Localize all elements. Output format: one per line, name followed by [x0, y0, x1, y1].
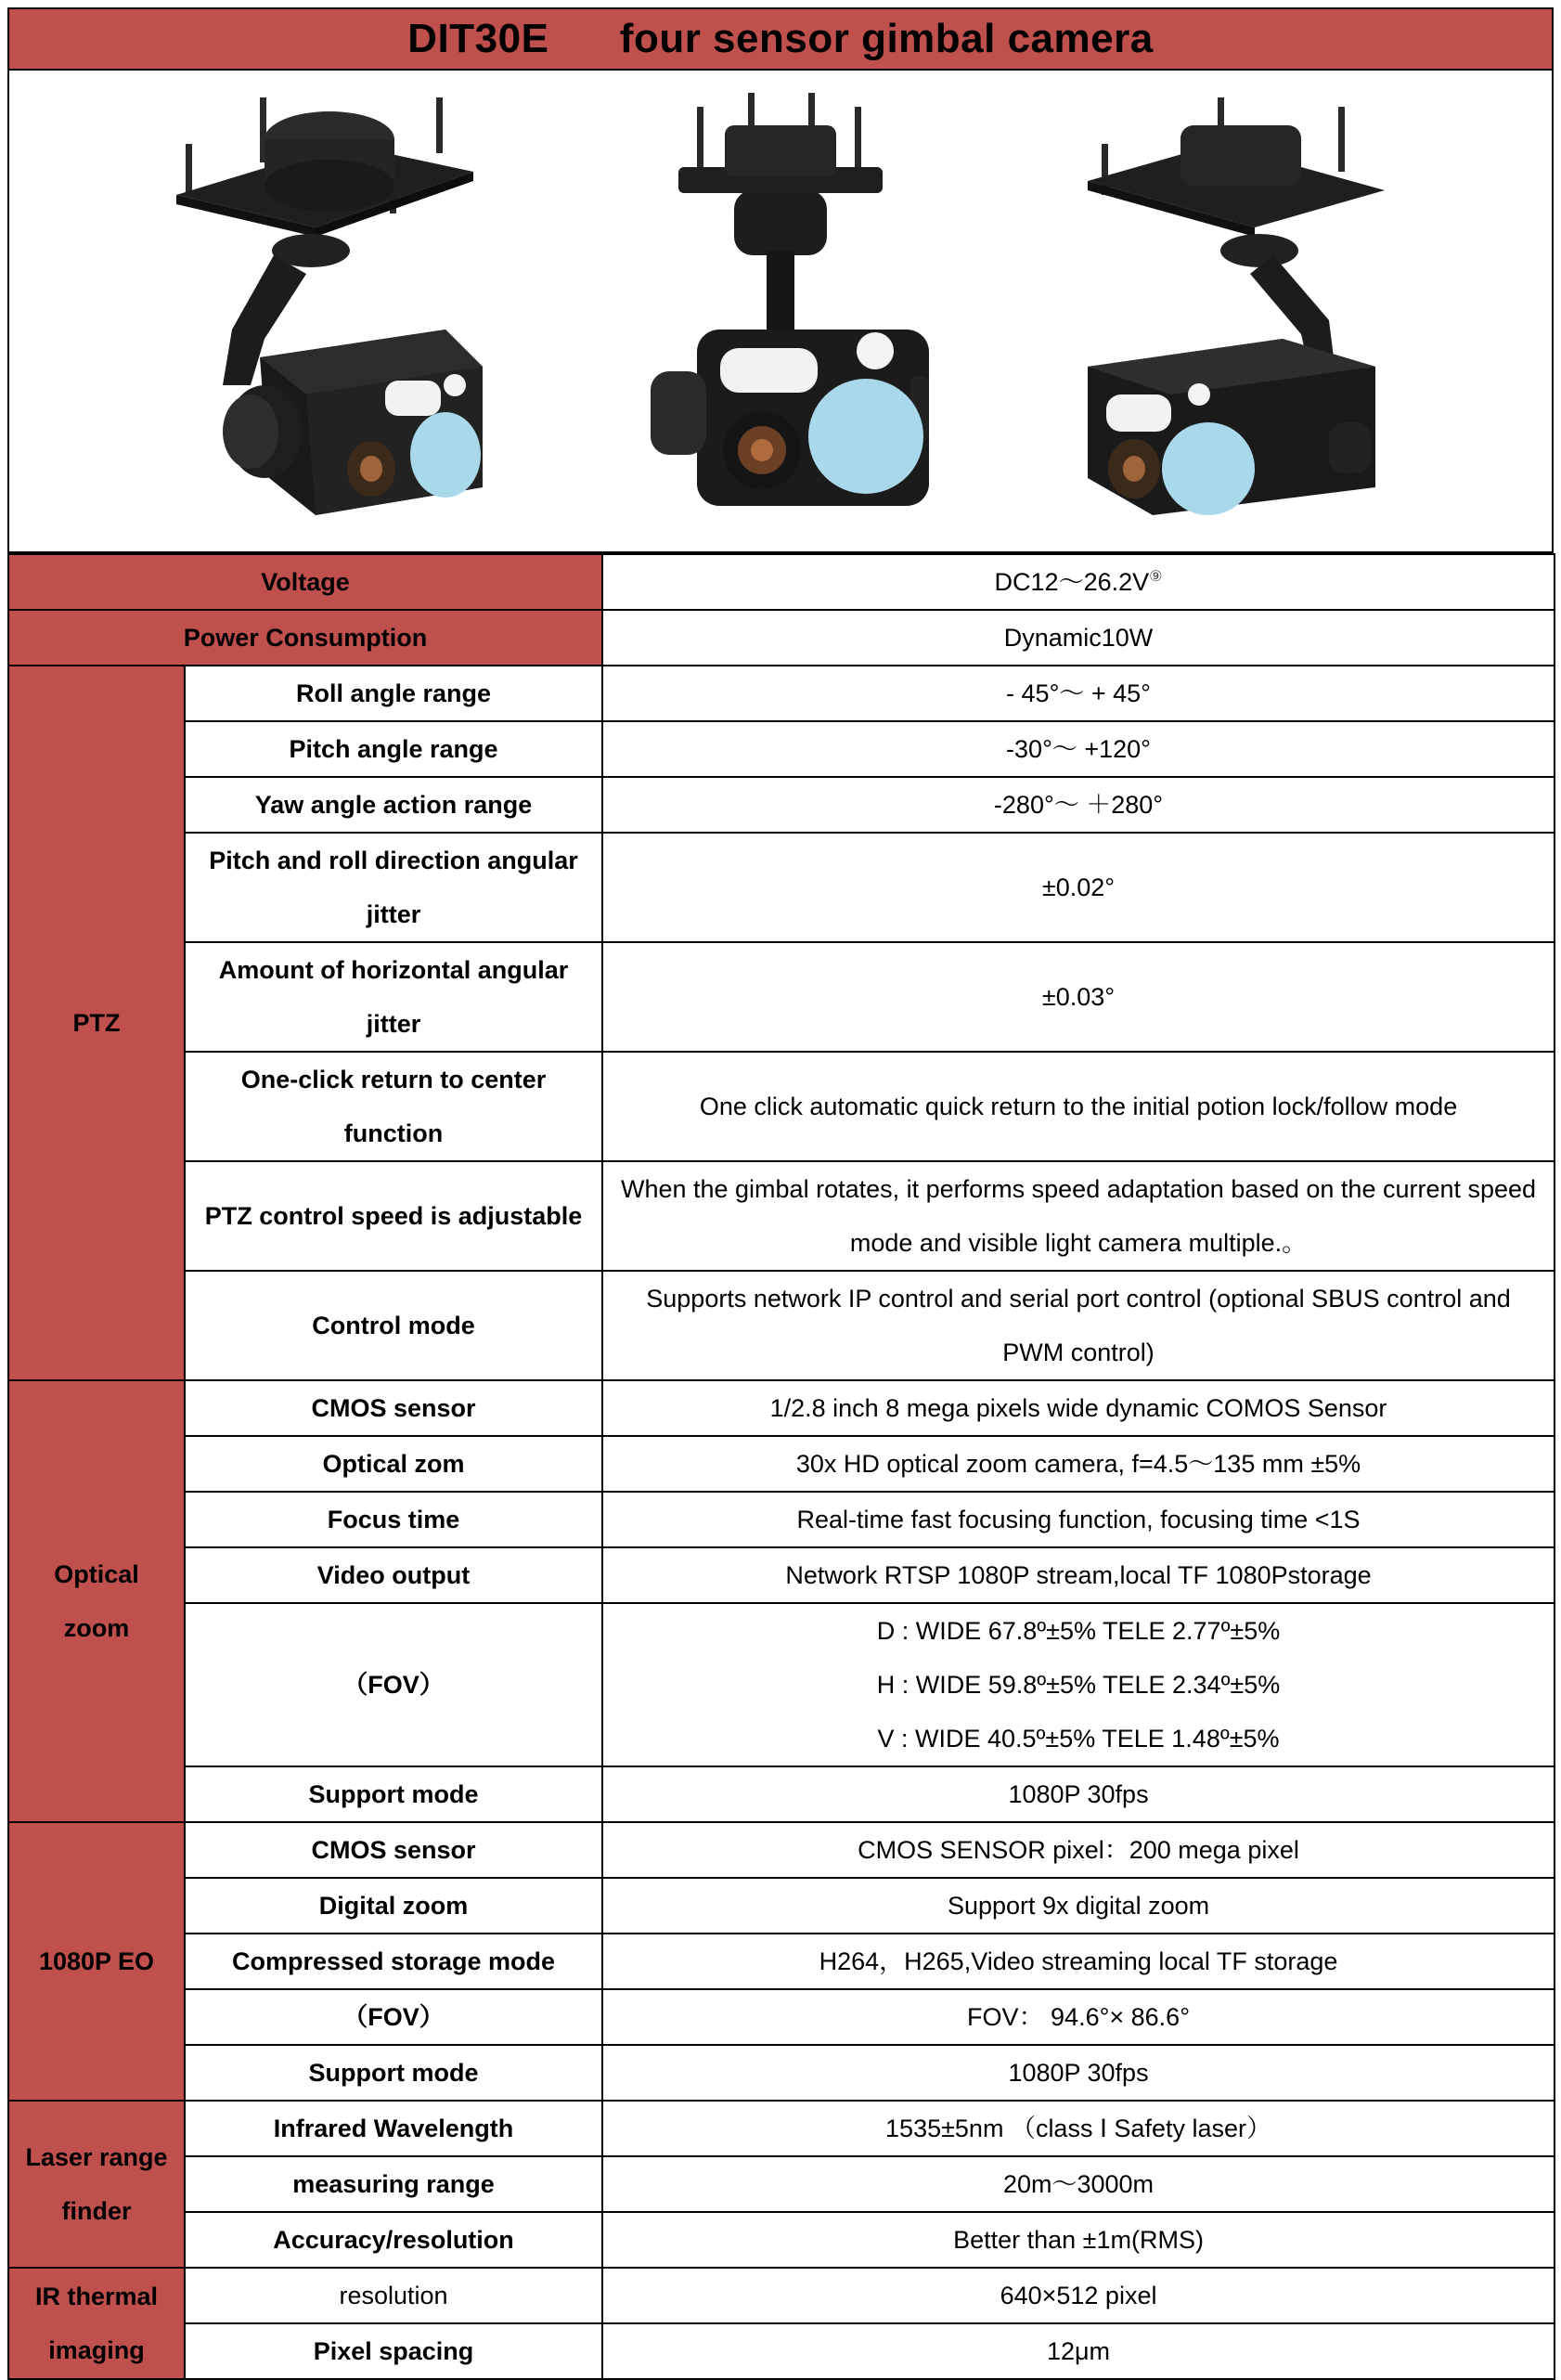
spec-label: Yaw angle action range — [185, 777, 602, 833]
spec-category-ir: IR thermal imaging — [8, 2268, 185, 2379]
spec-label: Amount of horizontal angular jitter — [185, 942, 602, 1052]
gimbal-camera-right-view — [1060, 88, 1403, 534]
spec-row — [8, 2101, 1555, 2156]
spec-row — [8, 777, 1555, 833]
spec-value: Real-time fast focusing function, focusing time <1S — [602, 1492, 1555, 1547]
spec-label: Video output — [185, 1547, 602, 1603]
spec-row — [8, 1271, 1555, 1380]
spec-value: ±0.03° — [602, 942, 1555, 1052]
spec-value-line: H : WIDE 59.8º±5% TELE 2.34º±5% — [876, 1671, 1281, 1699]
spec-value — [602, 1603, 1555, 1766]
spec-row — [8, 1161, 1555, 1271]
spec-label: Support mode — [185, 1766, 602, 1822]
spec-row — [8, 2156, 1555, 2212]
spec-label: Accuracy/resolution — [185, 2212, 602, 2268]
spec-value: FOV： 94.6°× 86.6° — [602, 1989, 1555, 2045]
spec-label: Roll angle range — [185, 666, 602, 721]
spec-value: 20m～3000m — [602, 2156, 1555, 2212]
spec-value: Dynamic10W — [602, 610, 1555, 666]
spec-row — [8, 1989, 1555, 2045]
spec-value: 640×512 pixel — [602, 2268, 1555, 2323]
spec-label: Pitch and roll direction angular jitter — [185, 833, 602, 942]
spec-label: measuring range — [185, 2156, 602, 2212]
spec-row — [8, 721, 1555, 777]
spec-row — [8, 1934, 1555, 1989]
spec-value: Support 9x digital zoom — [602, 1878, 1555, 1934]
footnote-marker: ⑨ — [1149, 569, 1163, 585]
spec-value: When the gimbal rotates, it performs speed adaptation based on the current speed mode and visible light camera multiple.。 — [602, 1161, 1555, 1271]
spec-label: Power Consumption — [8, 610, 602, 666]
spec-label: CMOS sensor — [185, 1822, 602, 1878]
spec-row — [8, 942, 1555, 1052]
spec-value-line: V : WIDE 40.5º±5% TELE 1.48º±5% — [877, 1725, 1280, 1753]
spec-value: - 45°～ + 45° — [602, 666, 1555, 721]
spec-row — [8, 2323, 1555, 2379]
spec-sheet — [7, 7, 1554, 2380]
spec-label: CMOS sensor — [185, 1380, 602, 1436]
spec-label: PTZ control speed is adjustable — [185, 1161, 602, 1271]
spec-value: CMOS SENSOR pixel：200 mega pixel — [602, 1822, 1555, 1878]
spec-label: Control mode — [185, 1271, 602, 1380]
spec-value: -30°～ +120° — [602, 721, 1555, 777]
spec-label: Pixel spacing — [185, 2323, 602, 2379]
spec-label: resolution — [185, 2268, 602, 2323]
spec-label: Digital zoom — [185, 1878, 602, 1934]
gimbal-camera-front-view — [632, 88, 929, 534]
spec-label: Focus time — [185, 1492, 602, 1547]
spec-row — [8, 666, 1555, 721]
spec-label: Pitch angle range — [185, 721, 602, 777]
spec-label: One-click return to center function — [185, 1052, 602, 1161]
spec-value: -280°～ ＋280° — [602, 777, 1555, 833]
spec-value-line: D : WIDE 67.8º±5% TELE 2.77º±5% — [876, 1617, 1281, 1645]
spec-value: H264，H265,Video streaming local TF storage — [602, 1934, 1555, 1989]
spec-label: Optical zom — [185, 1436, 602, 1492]
spec-value: 12μm — [602, 2323, 1555, 2379]
spec-label: Voltage — [8, 554, 602, 610]
spec-row — [8, 1878, 1555, 1934]
spec-category-ptz: PTZ — [8, 666, 185, 1380]
spec-row — [8, 1492, 1555, 1547]
page-title: DIT30E four sensor gimbal camera — [7, 7, 1554, 71]
spec-category-eo: 1080P EO — [8, 1822, 185, 2101]
spec-value: Better than ±1m(RMS) — [602, 2212, 1555, 2268]
spec-value: DC12～26.2V⑨ — [602, 554, 1555, 610]
spec-row — [8, 1436, 1555, 1492]
spec-row — [8, 1766, 1555, 1822]
spec-row-power — [8, 610, 1555, 666]
spec-row — [8, 833, 1555, 942]
spec-label: Compressed storage mode — [185, 1934, 602, 1989]
spec-label: Infrared Wavelength — [185, 2101, 602, 2156]
spec-value: Network RTSP 1080P stream,local TF 1080Pstorage — [602, 1547, 1555, 1603]
spec-value: Supports network IP control and serial port control (optional SBUS control and PWM control) — [602, 1271, 1555, 1380]
spec-category-optical: Optical zoom — [8, 1380, 185, 1822]
spec-row-voltage — [8, 554, 1555, 610]
spec-table — [7, 553, 1555, 2380]
spec-value: 30x HD optical zoom camera, f=4.5～135 mm ±5% — [602, 1436, 1555, 1492]
spec-label: （FOV） — [185, 1989, 602, 2045]
spec-category-laser: Laser range finder — [8, 2101, 185, 2268]
spec-label: （FOV） — [185, 1603, 602, 1766]
spec-row — [8, 1822, 1555, 1878]
spec-value: 1080P 30fps — [602, 1766, 1555, 1822]
product-photo-strip — [7, 71, 1554, 553]
spec-row — [8, 2045, 1555, 2101]
spec-value: 1/2.8 inch 8 mega pixels wide dynamic COMOS Sensor — [602, 1380, 1555, 1436]
spec-row — [8, 1603, 1555, 1766]
spec-row — [8, 2212, 1555, 2268]
spec-row — [8, 1380, 1555, 1436]
gimbal-camera-left-view — [158, 88, 501, 534]
spec-row — [8, 1052, 1555, 1161]
spec-value: 1080P 30fps — [602, 2045, 1555, 2101]
spec-row — [8, 2268, 1555, 2323]
spec-value: 1535±5nm （class Ⅰ Safety laser） — [602, 2101, 1555, 2156]
spec-value: One click automatic quick return to the initial potion lock/follow mode — [602, 1052, 1555, 1161]
spec-label: Support mode — [185, 2045, 602, 2101]
spec-value: ±0.02° — [602, 833, 1555, 942]
spec-row — [8, 1547, 1555, 1603]
